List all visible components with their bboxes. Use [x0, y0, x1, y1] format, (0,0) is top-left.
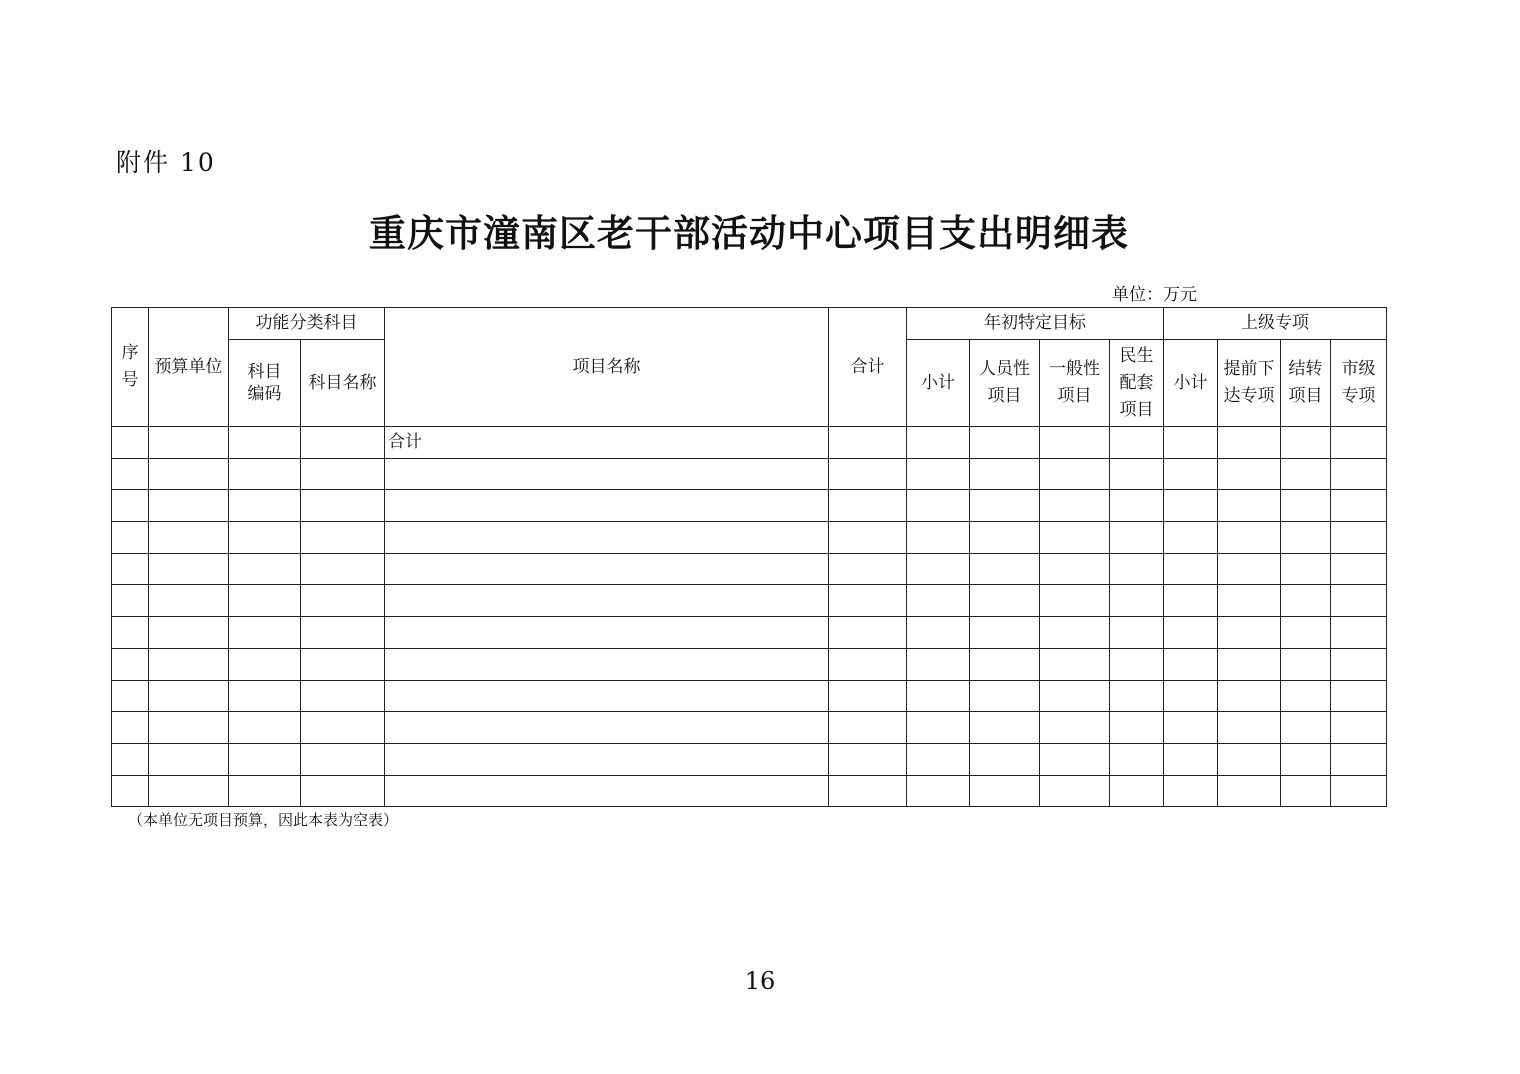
table-row: [112, 490, 1387, 522]
header-superior-special: 上级专项: [1164, 308, 1387, 340]
header-livelihood: 民生 配套 项目: [1110, 340, 1164, 427]
table-row: [112, 680, 1387, 712]
table-row: [112, 743, 1387, 775]
table-row: [112, 648, 1387, 680]
attachment-label: 附件 10: [116, 148, 216, 177]
header-subject-code: 科目 编码: [229, 340, 301, 427]
header-initial-target: 年初特定目标: [907, 308, 1164, 340]
header-budget-unit: 预算单位: [149, 308, 229, 427]
header-row-1: [112, 308, 1387, 340]
table-row: [112, 585, 1387, 617]
unit-label: 单位：万元: [1112, 285, 1197, 305]
table-row: [112, 712, 1387, 744]
header-city: 市级 专项: [1331, 340, 1387, 427]
empty-table-note: （本单位无项目预算，因此本表为空表）: [128, 811, 399, 829]
header-carryover: 结转 项目: [1281, 340, 1331, 427]
header-initial-subtotal: 小计: [907, 340, 970, 427]
header-subject-name: 科目名称: [301, 340, 385, 427]
header-total: 合计: [829, 308, 907, 427]
page-title: 重庆市潼南区老干部活动中心项目支出明细表: [369, 211, 1129, 255]
header-function-class: 功能分类科目: [229, 308, 385, 340]
table-row: [112, 617, 1387, 649]
total-row: [112, 427, 1387, 459]
header-advance: 提前下 达专项: [1218, 340, 1281, 427]
table-row: [112, 553, 1387, 585]
total-row-label: 合计: [385, 427, 829, 459]
header-seq: 序 号: [112, 308, 149, 427]
header-personnel: 人员性 项目: [970, 340, 1040, 427]
table-row: [112, 522, 1387, 554]
table-row: [112, 458, 1387, 490]
page-number: 16: [744, 967, 776, 995]
project-expenditure-table: [111, 307, 1387, 807]
header-general: 一般性 项目: [1040, 340, 1110, 427]
header-project-name: 项目名称: [385, 308, 829, 427]
header-superior-subtotal: 小计: [1164, 340, 1218, 427]
table-row: [112, 775, 1387, 807]
